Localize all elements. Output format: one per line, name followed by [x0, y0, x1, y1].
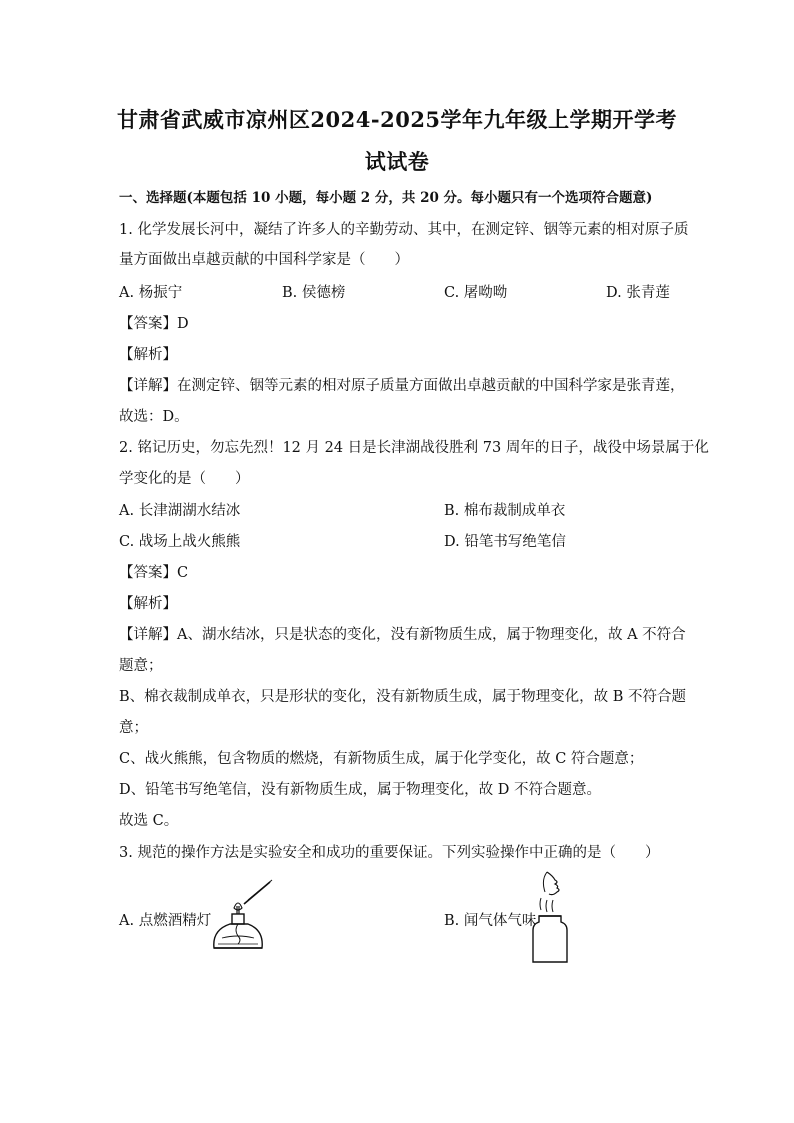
q2-option-d: D. 铅笔书写绝笔信 — [444, 534, 566, 550]
q2-detail-line5: C、战火熊熊，包含物质的燃烧，有新物质生成，属于化学变化，故 C 符合题意； — [119, 751, 644, 767]
q2-option-a: A. 长津湖湖水结冰 — [119, 503, 241, 519]
q1-detail-line2: 故选：D。 — [119, 409, 189, 425]
q2-option-b: B. 棉布裁制成单衣 — [444, 503, 566, 519]
q3-option-a: A. 点燃酒精灯 — [119, 913, 212, 929]
q3-option-b: B. 闻气体气味 — [444, 913, 537, 929]
q3-stem: 3. 规范的操作方法是实验安全和成功的重要保证。下列实验操作中正确的是（ ） — [119, 845, 660, 861]
page-title-line2: 试试卷 — [364, 149, 430, 174]
q2-conclusion: 故选 C。 — [119, 813, 179, 829]
q1-detail-line1: 【详解】在测定锌、铟等元素的相对原子质量方面做出卓越贡献的中国科学家是张青莲， — [119, 378, 685, 394]
alcohol-lamp-lighting-figure — [208, 878, 278, 958]
q2-option-c: C. 战场上战火熊熊 — [119, 534, 241, 550]
q1-analysis-label: 【解析】 — [119, 347, 177, 363]
q2-detail-line2: 题意； — [119, 658, 163, 674]
q2-stem-line2: 学变化的是（ ） — [119, 471, 250, 487]
q1-option-d: D. 张青莲 — [606, 285, 670, 301]
q1-option-c: C. 屠呦呦 — [444, 285, 508, 301]
q2-stem-line1: 2. 铭记历史，勿忘先烈！12 月 24 日是长津湖战役胜利 73 周年的日子，战役中场景属于化 — [119, 440, 709, 456]
q1-answer: 【答案】D — [119, 316, 189, 332]
q1-option-a: A. 杨振宁 — [119, 285, 183, 301]
q2-detail-line6: D、铅笔书写绝笔信，没有新物质生成，属于物理变化，故 D 不符合题意。 — [119, 782, 601, 798]
q1-stem-line1: 1. 化学发展长河中，凝结了许多人的辛勤劳动、其中，在测定锌、铟等元素的相对原子质 — [119, 222, 689, 238]
q2-answer: 【答案】C — [119, 565, 189, 581]
q2-detail-line4: 意； — [119, 720, 148, 736]
smelling-gas-figure — [525, 870, 575, 966]
section-heading: 一、选择题(本题包括 10 小题，每小题 2 分，共 20 分。每小题只有一个选项符合题意) — [119, 190, 653, 206]
q2-detail-line3: B、棉衣裁制成单衣，只是形状的变化，没有新物质生成，属于物理变化，故 B 不符合题 — [119, 689, 687, 705]
q1-option-b: B. 侯德榜 — [282, 285, 346, 301]
page-title-line1: 甘肃省武威市凉州区2024-2025学年九年级上学期开学考 — [116, 107, 678, 132]
q1-stem-line2: 量方面做出卓越贡献的中国科学家是（ ） — [119, 252, 409, 268]
q2-detail-line1: 【详解】A、湖水结冰，只是状态的变化，没有新物质生成，属于物理变化，故 A 不符合 — [119, 627, 686, 643]
q2-analysis-label: 【解析】 — [119, 596, 177, 612]
